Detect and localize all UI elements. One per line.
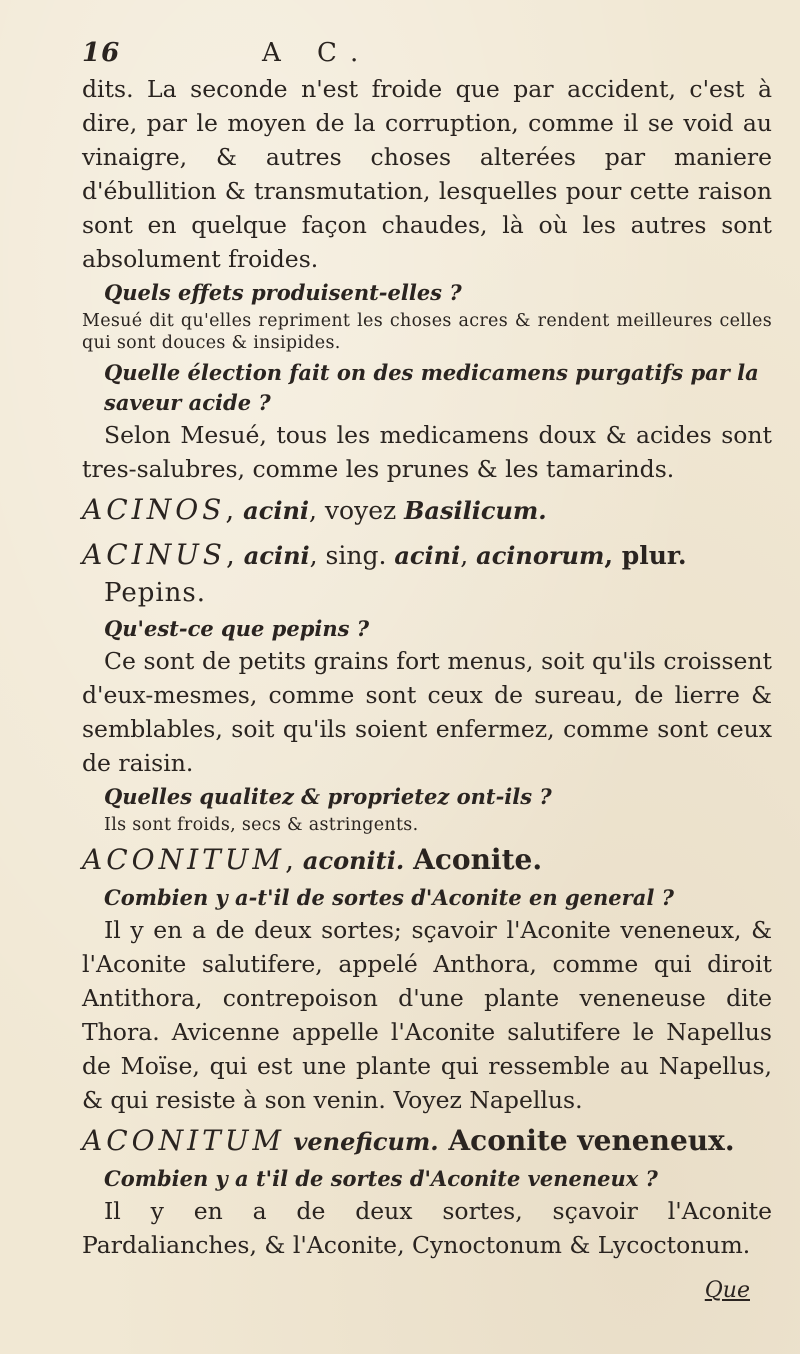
entry-acinus: ACINUS, acini, sing. acini, acinorum, plur. — [82, 538, 687, 571]
entry-aconitum-veneficum-french: Aconite veneneux. — [438, 1124, 735, 1157]
entry-acinus-latin: acini — [243, 541, 310, 570]
page-number: 16 — [82, 38, 121, 68]
entry-aconitum-head: ACONITUM — [82, 843, 286, 876]
question-veneneux-sorts: Combien y a t'il de sortes d'Aconite veneneux ? — [104, 1166, 658, 1191]
entry-aconitum-veneficum-latin: veneficum. — [285, 1127, 439, 1156]
entry-acinus-french: Pepins. — [104, 578, 207, 608]
entry-aconitum: ACONITUM, aconiti. Aconite. — [82, 843, 543, 876]
entry-acinos-head: ACINOS — [82, 493, 226, 526]
entry-acinus-head: ACINUS — [82, 538, 226, 571]
question-qualities: Quelles qualitez & proprietez ont-ils ? — [104, 784, 552, 809]
entry-acinos: ACINOS, acini, voyez Basilicum. — [82, 493, 547, 526]
entry-aconitum-veneficum — [82, 1121, 772, 1162]
answer-pepins: Ce sont de petits grains fort menus, soit qu'ils croissent d'eux-mesmes, comme sont ceux de sureau, de lierre & semblables, soit qu'ils soient enfermez, comme sont ceux de raisin. — [82, 647, 772, 777]
answer-effects: Mesué dit qu'elles repriment les choses acres & rendent meilleures celles qui sont douces & insipides. — [82, 311, 772, 353]
catchword: Que — [704, 1278, 750, 1303]
entry-aconitum-latin: aconiti. — [302, 846, 405, 875]
question-effects: Quels effets produisent-elles ? — [104, 280, 462, 305]
entry-acinos-ref: Basilicum. — [404, 496, 547, 525]
entry-acinos-latin: acini — [243, 496, 310, 525]
paragraph-continuation: dits. La seconde n'est froide que par accident, c'est à dire, par le moyen de la corruption, comme il se void au vinaigre, & autres choses alterées par maniere d'ébullition & transmutation, lesquelles pour cette raison sont en quelque façon chaudes, là où les autres sont absolument froides. — [82, 75, 772, 273]
running-title: A C. — [262, 38, 373, 68]
entry-aconitum-veneficum-head: ACONITUM — [82, 1124, 286, 1157]
entry-aconitum-french: Aconite. — [413, 843, 543, 876]
question-aconite-sorts: Combien y a-t'il de sortes d'Aconite en general ? — [104, 885, 674, 910]
answer-veneneux-sorts: Il y en a de deux sortes, sçavoir l'Aconite Pardalianches, & l'Aconite, Cynoctonum & Lycoctonum. — [82, 1197, 772, 1259]
question-election: Quelle élection fait on des medicamens purgatifs par la saveur acide ? — [104, 360, 759, 415]
running-head — [82, 38, 772, 72]
answer-aconite-sorts: Il y en a de deux sortes; sçavoir l'Aconite veneneux, & l'Aconite salutifere, appelé Anthora, comme qui diroit Antithora, contrepoison d'une plante veneneuse dite Thora. Avicenne appelle l'Aconite salutifere le Napellus de Moïse, qui est une plante qui ressemble au Napellus, & qui resiste à son venin. Voyez Napellus. — [82, 916, 772, 1114]
question-pepins: Qu'est-ce que pepins ? — [104, 616, 370, 641]
answer-election: Selon Mesué, tous les medicamens doux & acides sont tres-salubres, comme les prunes & les tamarinds. — [82, 421, 772, 483]
answer-qualities: Ils sont froids, secs & astringents. — [104, 815, 419, 835]
